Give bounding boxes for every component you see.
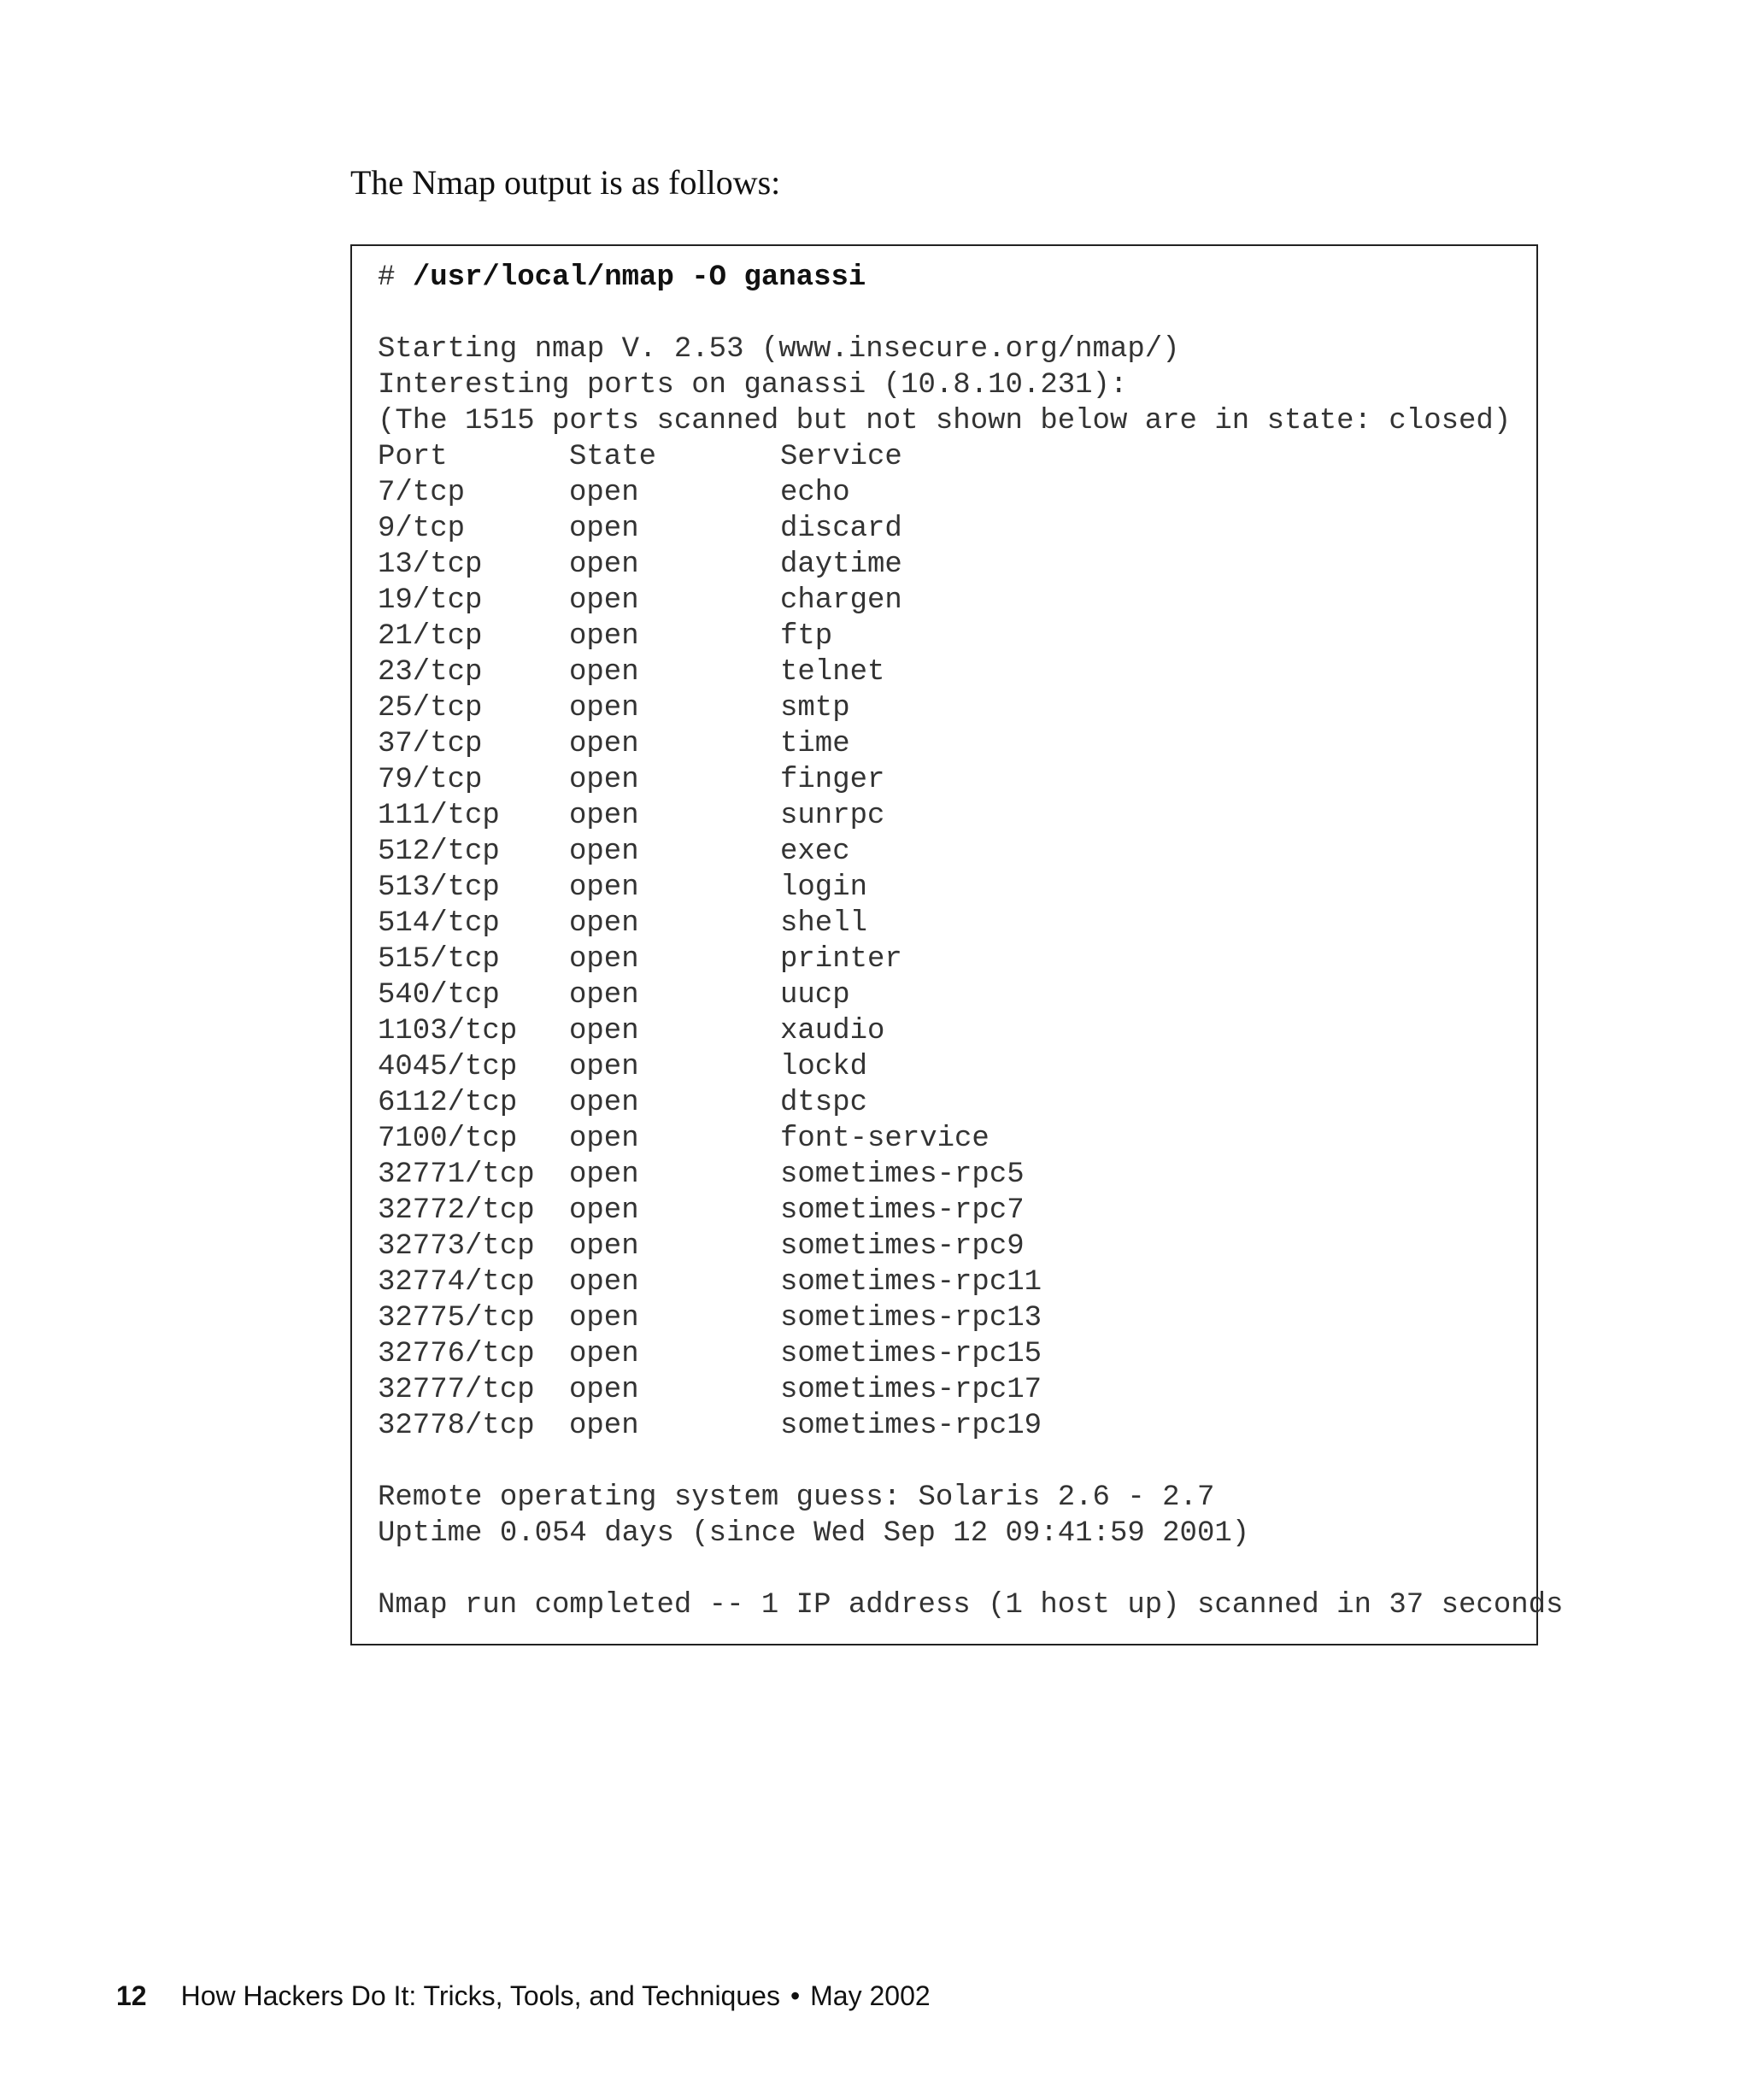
port-row (378, 834, 1512, 870)
port-row (378, 1121, 1512, 1157)
preamble-line-interesting: Interesting ports on ganassi (10.8.10.231): (378, 369, 1128, 402)
port-row (378, 1336, 1512, 1372)
service-cell: sometimes-rpc9 (780, 1230, 1025, 1263)
port-cell: 4045/tcp (378, 1051, 518, 1083)
state-cell: open (569, 1194, 639, 1227)
service-cell: printer (780, 943, 902, 976)
command-text: /usr/local/nmap -O ganassi (412, 261, 866, 294)
state-cell: open (569, 943, 639, 976)
state-cell: open (569, 584, 639, 617)
state-cell: open (569, 1015, 639, 1047)
port-row (378, 941, 1512, 977)
book-title: How Hackers Do It: Tricks, Tools, and Techniques (180, 1980, 780, 2011)
page-footer (116, 1979, 931, 2013)
port-cell: 32774/tcp (378, 1266, 535, 1299)
nmap-output-box (350, 244, 1564, 1645)
state-cell: open (569, 692, 639, 724)
port-row (378, 1193, 1512, 1229)
state-cell: open (569, 1230, 639, 1263)
port-cell: 37/tcp (378, 728, 483, 760)
service-cell: smtp (780, 692, 850, 724)
port-cell: 111/tcp (378, 800, 500, 832)
port-cell: 32776/tcp (378, 1338, 535, 1370)
service-cell: login (780, 871, 868, 904)
port-row (378, 762, 1512, 798)
port-row (378, 583, 1512, 619)
intro-paragraph: The Nmap output is as follows: (350, 163, 781, 202)
port-cell: 7/tcp (378, 477, 466, 509)
command-line (378, 260, 1512, 296)
state-cell: open (569, 656, 639, 689)
port-row (378, 1300, 1512, 1336)
port-row (378, 654, 1512, 690)
service-cell: sometimes-rpc5 (780, 1159, 1025, 1191)
port-cell: 79/tcp (378, 764, 483, 796)
uptime-line: Uptime 0.054 days (since Wed Sep 12 09:41:59 2001) (378, 1517, 1250, 1550)
service-cell: daytime (780, 548, 902, 581)
port-cell: 13/tcp (378, 548, 483, 581)
port-cell: 6112/tcp (378, 1087, 518, 1119)
state-cell: open (569, 1410, 639, 1442)
service-cell: chargen (780, 584, 902, 617)
port-row (378, 1408, 1512, 1444)
service-cell: shell (780, 907, 868, 940)
blank-line (378, 1444, 1512, 1480)
port-row (378, 1013, 1512, 1049)
state-cell: open (569, 477, 639, 509)
port-row (378, 977, 1512, 1013)
service-cell: discard (780, 513, 902, 545)
state-cell: open (569, 1087, 639, 1119)
header-service: Service (780, 441, 902, 473)
port-cell: 513/tcp (378, 871, 500, 904)
port-cell: 32771/tcp (378, 1159, 535, 1191)
port-row (378, 1264, 1512, 1300)
state-cell: open (569, 1266, 639, 1299)
service-cell: sometimes-rpc15 (780, 1338, 1042, 1370)
port-row (378, 1157, 1512, 1193)
blank-line (378, 296, 1512, 331)
port-cell: 19/tcp (378, 584, 483, 617)
port-row (378, 475, 1512, 511)
port-row (378, 690, 1512, 726)
header-state: State (569, 441, 657, 473)
port-row (378, 798, 1512, 834)
state-cell: open (569, 1123, 639, 1155)
state-cell: open (569, 620, 639, 653)
service-cell: dtspc (780, 1087, 868, 1119)
port-cell: 9/tcp (378, 513, 466, 545)
port-cell: 32777/tcp (378, 1374, 535, 1406)
service-cell: echo (780, 477, 850, 509)
header-port: Port (378, 441, 448, 473)
service-cell: lockd (780, 1051, 868, 1083)
port-row (378, 870, 1512, 906)
footer-date: May 2002 (810, 1980, 931, 2011)
service-cell: sometimes-rpc19 (780, 1410, 1042, 1442)
port-row (378, 1085, 1512, 1121)
port-row (378, 1372, 1512, 1408)
port-row (378, 1049, 1512, 1085)
state-cell: open (569, 907, 639, 940)
ports-table-body (378, 475, 1512, 1444)
port-cell: 21/tcp (378, 620, 483, 653)
state-cell: open (569, 871, 639, 904)
port-cell: 32772/tcp (378, 1194, 535, 1227)
port-row (378, 726, 1512, 762)
os-guess-line: Remote operating system guess: Solaris 2.6 - 2.7 (378, 1481, 1215, 1514)
port-cell: 540/tcp (378, 979, 500, 1012)
service-cell: exec (780, 836, 850, 868)
port-cell: 32778/tcp (378, 1410, 535, 1442)
service-cell: sometimes-rpc17 (780, 1374, 1042, 1406)
service-cell: uucp (780, 979, 850, 1012)
page-number: 12 (116, 1980, 147, 2011)
blank-line (378, 1552, 1512, 1587)
state-cell: open (569, 513, 639, 545)
port-cell: 32773/tcp (378, 1230, 535, 1263)
port-cell: 515/tcp (378, 943, 500, 976)
state-cell: open (569, 764, 639, 796)
state-cell: open (569, 979, 639, 1012)
port-cell: 23/tcp (378, 656, 483, 689)
state-cell: open (569, 1302, 639, 1334)
port-row (378, 906, 1512, 941)
service-cell: xaudio (780, 1015, 885, 1047)
state-cell: open (569, 1051, 639, 1083)
service-cell: sometimes-rpc13 (780, 1302, 1042, 1334)
state-cell: open (569, 836, 639, 868)
service-cell: sometimes-rpc7 (780, 1194, 1025, 1227)
port-row (378, 547, 1512, 583)
service-cell: telnet (780, 656, 885, 689)
port-cell: 514/tcp (378, 907, 500, 940)
port-cell: 32775/tcp (378, 1302, 535, 1334)
state-cell: open (569, 1159, 639, 1191)
port-cell: 7100/tcp (378, 1123, 518, 1155)
preamble-line-start: Starting nmap V. 2.53 (www.insecure.org/nmap/) (378, 333, 1180, 366)
footer-bullet: • (790, 1980, 801, 2011)
service-cell: sunrpc (780, 800, 885, 832)
service-cell: time (780, 728, 850, 760)
port-row (378, 619, 1512, 654)
completion-line: Nmap run completed -- 1 IP address (1 host up) scanned in 37 seconds (378, 1589, 1564, 1622)
command-prompt: # (378, 261, 396, 294)
state-cell: open (569, 1338, 639, 1370)
service-cell: sometimes-rpc11 (780, 1266, 1042, 1299)
service-cell: ftp (780, 620, 833, 653)
service-cell: font-service (780, 1123, 990, 1155)
port-cell: 25/tcp (378, 692, 483, 724)
state-cell: open (569, 728, 639, 760)
port-row (378, 1229, 1512, 1264)
ports-table-header (378, 439, 1512, 475)
port-cell: 512/tcp (378, 836, 500, 868)
state-cell: open (569, 548, 639, 581)
preamble-line-closed: (The 1515 ports scanned but not shown below are in state: closed) (378, 405, 1512, 437)
port-cell: 1103/tcp (378, 1015, 518, 1047)
port-row (378, 511, 1512, 547)
service-cell: finger (780, 764, 885, 796)
state-cell: open (569, 800, 639, 832)
state-cell: open (569, 1374, 639, 1406)
